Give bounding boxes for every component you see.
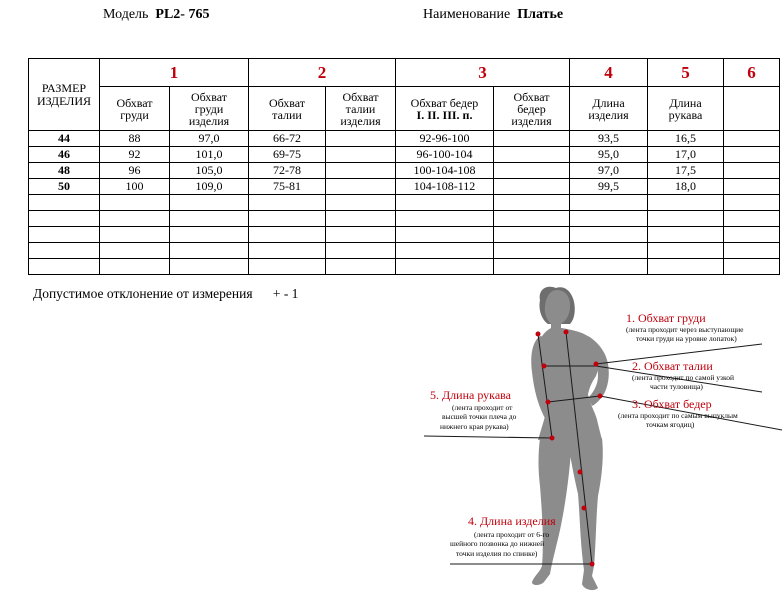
column-header-row xyxy=(29,87,780,131)
measure-point xyxy=(564,330,569,335)
table-cell xyxy=(494,147,570,163)
measurement-diagram xyxy=(420,280,784,598)
model-header xyxy=(103,7,209,23)
empty-cell xyxy=(100,195,170,211)
empty-cell xyxy=(326,227,396,243)
label-hips xyxy=(618,397,738,429)
empty-cell xyxy=(249,227,326,243)
table-cell: 92-96-100 xyxy=(396,131,494,147)
column-header-line: изделия xyxy=(588,107,629,122)
label-length xyxy=(450,514,556,558)
empty-table-row xyxy=(29,259,780,275)
table-cell: 96-100-104 xyxy=(396,147,494,163)
empty-cell xyxy=(249,243,326,259)
group-number-row xyxy=(29,59,780,87)
table-row xyxy=(29,147,780,163)
empty-cell xyxy=(249,259,326,275)
model-label: Модель xyxy=(103,7,149,22)
column-header xyxy=(170,87,249,131)
column-header xyxy=(570,87,648,131)
table-row xyxy=(29,131,780,147)
empty-cell xyxy=(100,243,170,259)
table-cell: 99,5 xyxy=(570,179,648,195)
label-note: (лента проходит по самой узкой xyxy=(632,373,734,382)
empty-cell xyxy=(100,259,170,275)
empty-table-row xyxy=(29,211,780,227)
label-title: 5. Длина рукава xyxy=(430,388,511,402)
empty-cell xyxy=(494,259,570,275)
column-header-empty xyxy=(724,87,780,131)
name-label: Наименование xyxy=(423,7,511,22)
label-note: (лента проходит от 6-го xyxy=(474,530,550,539)
empty-cell xyxy=(249,195,326,211)
table-cell xyxy=(724,131,780,147)
tolerance-value: + - 1 xyxy=(272,286,299,301)
tolerance-text: Допустимое отклонение от измерения xyxy=(33,286,253,301)
empty-cell xyxy=(326,211,396,227)
measure-point xyxy=(536,332,541,337)
empty-cell xyxy=(396,211,494,227)
empty-table-row xyxy=(29,195,780,211)
table-cell: 72-78 xyxy=(249,163,326,179)
column-header-line: Длина xyxy=(592,95,625,110)
column-header xyxy=(494,87,570,131)
empty-cell xyxy=(570,243,648,259)
table-cell: 75-81 xyxy=(249,179,326,195)
table-cell xyxy=(326,163,396,179)
empty-cell xyxy=(494,195,570,211)
column-header-line: груди xyxy=(194,101,224,116)
empty-cell xyxy=(648,243,724,259)
column-header-line: Обхват xyxy=(342,89,379,104)
group-number: 3 xyxy=(396,59,570,87)
label-note: (лента проходит от xyxy=(452,403,513,412)
measure-point xyxy=(578,470,583,475)
size-cell: 50 xyxy=(29,179,100,195)
size-cell: 46 xyxy=(29,147,100,163)
empty-cell xyxy=(326,259,396,275)
empty-cell xyxy=(724,259,780,275)
empty-cell xyxy=(648,211,724,227)
empty-cell xyxy=(648,259,724,275)
label-waist xyxy=(632,359,734,391)
label-note: (лента проходит по самым выпуклым xyxy=(618,411,738,420)
column-header xyxy=(100,87,170,131)
size-cell: 44 xyxy=(29,131,100,147)
empty-cell xyxy=(29,243,100,259)
empty-cell xyxy=(570,211,648,227)
empty-table-row xyxy=(29,243,780,259)
column-header-line: Обхват бедер xyxy=(410,95,479,110)
size-chart-table xyxy=(28,58,780,275)
group-number: 5 xyxy=(648,59,724,87)
empty-cell xyxy=(170,243,249,259)
tolerance-note xyxy=(33,286,298,302)
size-header-line: РАЗМЕР xyxy=(41,80,87,95)
empty-cell xyxy=(100,227,170,243)
group-number: 4 xyxy=(570,59,648,87)
empty-cell xyxy=(170,211,249,227)
label-title: 4. Длина изделия xyxy=(468,514,556,528)
table-cell: 17,5 xyxy=(648,163,724,179)
table-cell xyxy=(494,179,570,195)
label-title: 2. Обхват талии xyxy=(632,359,713,373)
table-cell: 93,5 xyxy=(570,131,648,147)
label-note: высшей точки плеча до xyxy=(442,412,517,421)
table-cell xyxy=(494,131,570,147)
column-header xyxy=(396,87,494,131)
label-note: шейного позвонка до нижней xyxy=(450,539,545,548)
size-header-line: ИЗДЕЛИЯ xyxy=(36,93,92,108)
empty-cell xyxy=(170,195,249,211)
column-header xyxy=(648,87,724,131)
table-cell xyxy=(326,179,396,195)
table-cell: 18,0 xyxy=(648,179,724,195)
column-header-line: I. II. III. п. xyxy=(416,107,473,122)
column-header-line: изделия xyxy=(340,113,381,128)
size-cell: 48 xyxy=(29,163,100,179)
column-header-line: изделия xyxy=(188,113,230,128)
table-cell: 104-108-112 xyxy=(396,179,494,195)
column-header xyxy=(326,87,396,131)
table-cell: 17,0 xyxy=(648,147,724,163)
table-cell: 92 xyxy=(100,147,170,163)
measure-point xyxy=(590,562,595,567)
model-value: PL2- 765 xyxy=(155,7,210,22)
empty-cell xyxy=(648,227,724,243)
empty-table-row xyxy=(29,227,780,243)
empty-cell xyxy=(170,227,249,243)
label-sleeve xyxy=(430,388,517,431)
label-note: точки изделия по спинке) xyxy=(456,549,538,558)
table-cell: 66-72 xyxy=(249,131,326,147)
table-cell xyxy=(326,147,396,163)
table-cell: 96 xyxy=(100,163,170,179)
table-cell: 100-104-108 xyxy=(396,163,494,179)
column-header-line: Обхват xyxy=(268,95,306,110)
label-title: 1. Обхват груди xyxy=(626,311,706,325)
column-header-line: Длина xyxy=(669,95,702,110)
table-cell xyxy=(724,147,780,163)
table-row xyxy=(29,163,780,179)
empty-cell xyxy=(648,195,724,211)
empty-cell xyxy=(570,227,648,243)
table-cell xyxy=(326,131,396,147)
empty-cell xyxy=(170,259,249,275)
table-cell: 69-75 xyxy=(249,147,326,163)
column-header-line: Обхват xyxy=(116,95,153,110)
empty-cell xyxy=(494,243,570,259)
table-cell xyxy=(724,179,780,195)
group-number: 1 xyxy=(100,59,249,87)
empty-cell xyxy=(724,243,780,259)
empty-cell xyxy=(29,195,100,211)
empty-cell xyxy=(29,211,100,227)
empty-cell xyxy=(396,243,494,259)
label-note: точки груди на уровне лопаток) xyxy=(636,334,737,343)
empty-cell xyxy=(326,195,396,211)
empty-cell xyxy=(29,259,100,275)
empty-cell xyxy=(249,211,326,227)
column-header-line: изделия xyxy=(511,113,552,128)
empty-cell xyxy=(100,211,170,227)
empty-cell xyxy=(326,243,396,259)
label-note: (лента проходит через выступающие xyxy=(626,325,744,334)
product-name-header xyxy=(423,7,563,23)
empty-cell xyxy=(724,227,780,243)
column-header xyxy=(249,87,326,131)
measure-point xyxy=(598,394,603,399)
empty-cell xyxy=(724,211,780,227)
empty-cell xyxy=(396,195,494,211)
left-leg-shape xyxy=(532,438,572,585)
empty-cell xyxy=(570,259,648,275)
table-cell: 101,0 xyxy=(170,147,249,163)
empty-cell xyxy=(570,195,648,211)
group-number: 6 xyxy=(724,59,780,87)
table-row xyxy=(29,179,780,195)
column-header-line: бедер xyxy=(517,101,546,116)
table-cell: 97,0 xyxy=(570,163,648,179)
name-value: Платье xyxy=(517,7,564,22)
group-number: 2 xyxy=(249,59,396,87)
size-header-cell xyxy=(29,59,100,131)
measure-point xyxy=(546,400,551,405)
empty-cell xyxy=(29,227,100,243)
right-leg-shape xyxy=(568,438,603,590)
label-title: 3. Обхват бедер xyxy=(632,397,712,411)
empty-cell xyxy=(724,195,780,211)
table-cell: 105,0 xyxy=(170,163,249,179)
sleeve-pointer-line xyxy=(424,436,552,438)
table-cell: 100 xyxy=(100,179,170,195)
table-cell xyxy=(724,163,780,179)
measure-point xyxy=(542,364,547,369)
table-cell xyxy=(494,163,570,179)
measure-point xyxy=(550,436,555,441)
label-bust xyxy=(626,311,744,343)
table-cell: 109,0 xyxy=(170,179,249,195)
empty-cell xyxy=(494,211,570,227)
column-header-line: Обхват xyxy=(190,89,228,104)
empty-cell xyxy=(494,227,570,243)
table-cell: 95,0 xyxy=(570,147,648,163)
column-header-line: рукава xyxy=(668,107,703,122)
table-cell: 16,5 xyxy=(648,131,724,147)
column-header-line: Обхват xyxy=(513,89,550,104)
column-header-line: груди xyxy=(120,107,149,122)
column-header-line: талии xyxy=(345,101,376,116)
label-note: точкам ягодиц) xyxy=(646,420,695,429)
label-note: нижнего края рукава) xyxy=(440,422,509,431)
column-header-line: талии xyxy=(272,107,302,122)
label-note: части туловища) xyxy=(650,382,703,391)
empty-cell xyxy=(396,259,494,275)
empty-cell xyxy=(396,227,494,243)
table-cell: 97,0 xyxy=(170,131,249,147)
table-cell: 88 xyxy=(100,131,170,147)
measure-point xyxy=(582,506,587,511)
measure-point xyxy=(594,362,599,367)
